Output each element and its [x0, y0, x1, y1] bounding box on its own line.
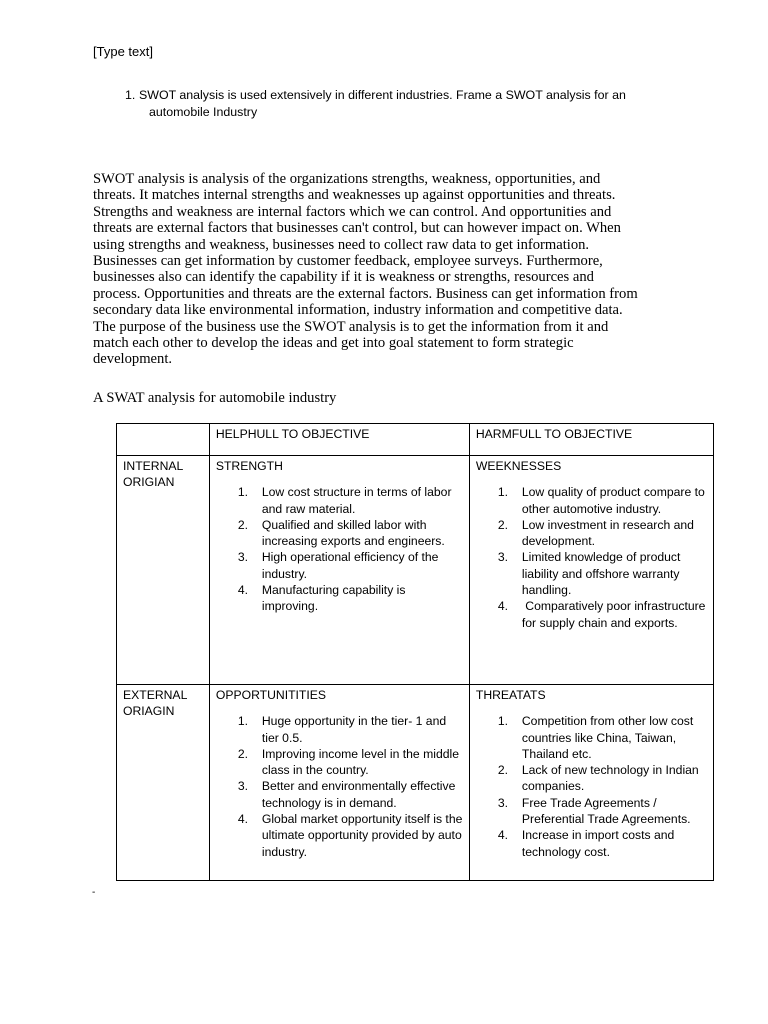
external-label-line-1: EXTERNAL [123, 688, 188, 702]
intro-line: development. [93, 351, 173, 368]
intro-line: secondary data like environmental information, industry information and competitive data. [93, 302, 623, 319]
intro-line: threats are external factors that businesses can't control, but can however impact on. When [93, 220, 621, 237]
intro-line: using strengths and weakness, businesses need to collect raw data to get information. [93, 236, 590, 253]
list-item: 1. Low cost structure in terms of labor and raw material. [237, 485, 452, 516]
list-item: 1. Huge opportunity in the tier- 1 and tier 0.5. [237, 714, 447, 745]
question-number: 1. [125, 88, 136, 102]
internal-label-cell [117, 456, 210, 685]
internal-label-line-2: ORIGIAN [123, 475, 175, 490]
list-item: 3. Better and environmentally effective technology is in demand. [237, 779, 456, 810]
intro-paragraph [93, 171, 683, 368]
list-item: 3. Free Trade Agreements / Preferential Trade Agreements. [497, 795, 691, 827]
list-item: 4. Global market opportunity itself is the ultimate opportunity provided by auto industry. [237, 812, 463, 859]
external-label-line-2: ORIAGIN [123, 704, 175, 719]
intro-line: Businesses can get information by customer feedback, employee surveys. Furthermore, [93, 253, 603, 270]
list-item: 3. High operational efficiency of the industry. [237, 550, 439, 581]
opportunities-cell [209, 685, 469, 881]
list-item: 1. Low quality of product compare to other automotive industry. [497, 485, 705, 516]
intro-line: match each other to develop the ideas and get into goal statement to form strategic [93, 335, 574, 352]
strengths-title: STRENGTH [215, 459, 283, 473]
opportunities-list [216, 713, 463, 860]
list-item: 1. Competition from other low cost countries like China, Taiwan, Thailand etc. [497, 714, 694, 761]
list-item: 4. Comparatively poor infrastructure for supply chain and exports. [497, 599, 709, 630]
table-caption: A SWAT analysis for automobile industry [93, 390, 337, 406]
intro-line: SWOT analysis is analysis of the organizations strengths, weakness, opportunities, and [93, 171, 601, 187]
footer-mark: - [92, 887, 96, 898]
opportunities-title: OPPORTUNITITIES [215, 688, 327, 702]
corner-cell [117, 424, 210, 456]
strengths-cell [209, 456, 469, 685]
threats-title: THREATATS [475, 688, 546, 702]
weaknesses-cell [469, 456, 713, 685]
intro-line: The purpose of the business use the SWOT analysis is to get the information from it and [93, 318, 609, 335]
list-item: 2. Low investment in research and development. [497, 517, 694, 549]
question-line-2: automobile Industry [149, 105, 258, 119]
intro-line: businesses also can identify the capability if it is weakness or strengths, resources and [93, 269, 594, 286]
external-label-cell [117, 685, 210, 881]
helpful-header-text: HELPHULL TO OBJECTIVE [215, 427, 370, 441]
list-item: 2. Lack of new technology in Indian companies. [497, 763, 699, 794]
question-line-1: SWOT analysis is used extensively in different industries. Frame a SWOT analysis for an [139, 88, 626, 102]
strengths-list [216, 484, 463, 614]
list-item: 2. Qualified and skilled labor with increasing exports and engineers. [237, 517, 445, 549]
harmful-header-text: HARMFULL TO OBJECTIVE [475, 427, 633, 441]
helpful-header [209, 424, 469, 456]
page-header: [Type text] [93, 44, 153, 59]
external-row [117, 685, 714, 881]
internal-label-line-1: INTERNAL [123, 459, 184, 473]
intro-line: threats. It matches internal strengths and weaknesses up against opportunities and threats. [93, 187, 616, 204]
list-item: 4. Manufacturing capability is improving. [237, 583, 406, 614]
list-item: 2. Improving income level in the middle class in the country. [237, 746, 459, 778]
threats-list [476, 713, 707, 860]
threats-cell [469, 685, 713, 881]
swot-table [116, 423, 714, 881]
intro-line: Strengths and weakness are internal factors which we can control. And opportunities and [93, 203, 612, 220]
list-item: 4. Increase in import costs and technology cost. [497, 828, 675, 859]
list-item: 3. Limited knowledge of product liability and offshore warranty handling. [497, 550, 681, 598]
weaknesses-title: WEEKNESSES [475, 459, 562, 473]
weaknesses-list [476, 484, 707, 631]
internal-row [117, 456, 714, 685]
table-header-row [117, 424, 714, 456]
harmful-header [469, 424, 713, 456]
intro-line: process. Opportunities and threats are the external factors. Business can get information from [93, 285, 638, 302]
